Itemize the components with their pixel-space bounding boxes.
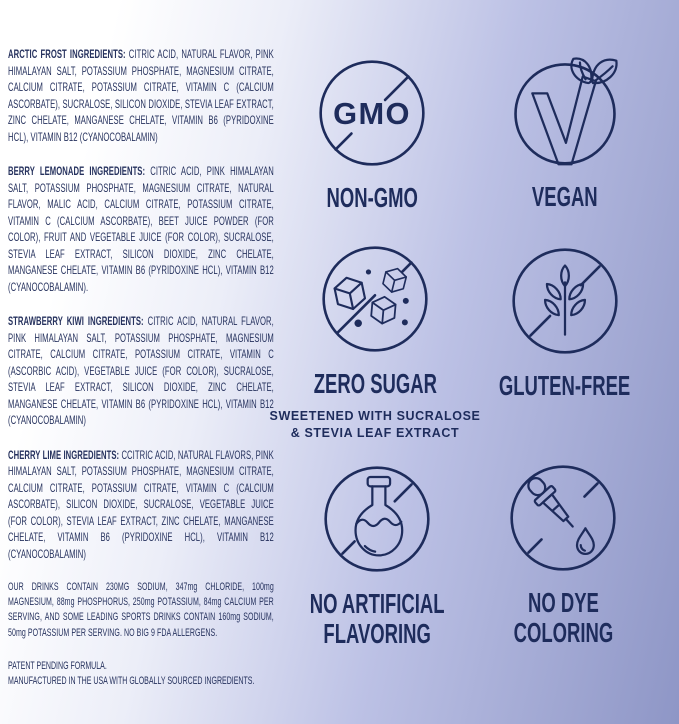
wheat-crossed-icon xyxy=(509,245,621,357)
patent-note: PATENT PENDING FORMULA. xyxy=(8,659,107,672)
mineral-content-text: OUR DRINKS CONTAIN 230MG SODIUM, 347mg CHLORIDE, 100mg MAGNESIUM, 88mg PHOSPHORUS, 250mg POTASSIUM, 84mg CALCIUM PER SERVING, AND SOME LEADING SPORTS DRINKS CONTAIN 160mg SODIUM, 50mg POTASSIUM PER SERVING. NO BIG 9 FDA ALLERGENS. xyxy=(8,581,274,639)
footer-notes xyxy=(8,659,274,689)
flavor-name-berry-lemonade: BERRY LEMONADE INGREDIENTS: xyxy=(8,164,146,178)
badge-label-line: NO DYE xyxy=(527,587,599,618)
badge-label-line: COLORING xyxy=(513,617,613,648)
badge-no-artificial-flavoring xyxy=(282,463,472,649)
zero-sugar-subcaption xyxy=(270,408,481,442)
flavor-name-strawberry-kiwi: STRAWBERRY KIWI INGREDIENTS: xyxy=(8,314,144,328)
ingredients-list-cherry-lime: CCITRIC ACID, NATURAL FLAVORS, PINK HIMALAYAN SALT, POTASSIUM PHOSPHATE, MAGNESIUM CITRATE, CALCIUM CITRATE, POTASSIUM CITRATE, VITAMIN C (CALCIUM ASCORBATE), SILICON DIOXIDE, SUCRALOSE, VEGETABLE JUICE (FOR COLOR), STEVIA LEAF EXTRACT, ZINC CHELATE, MANGANESE CHELATE, VITAMIN B6 (PYRIDOXINE HCL), VITAMIN B12 (CYANOCOBALAMIN) xyxy=(8,447,274,561)
badge-label-line: NON-GMO xyxy=(326,182,418,213)
manufacture-note: MANUFACTURED IN THE USA WITH GLOBALLY SOURCED INGREDIENTS. xyxy=(8,675,255,688)
flask-crossed-icon xyxy=(321,463,433,575)
ingredients-list-berry-lemonade: CITRIC ACID, PINK HIMALAYAN SALT, POTASSIUM PHOSPHATE, MAGNESIUM CITRATE, NATURAL FLAVOR, MALIC ACID, CALCIUM CITRATE, POTASSIUM CITRATE, VITAMIN C (CALCIUM ASCORBATE), BEET JUICE POWDER (FOR COLOR), FRUIT AND VEGETABLE JUICE (FOR COLOR), SUCRALOSE, STEVIA LEAF EXTRACT, SILICON DIOXIDE, ZINC CHELATE, MANGANESE CHELATE, VITAMIN B6 (PYRIDOXINE HCL), VITAMIN B12 (CYANOCOBALAMIN). xyxy=(8,164,274,294)
badge-no-dye-coloring xyxy=(468,462,658,648)
badge-zero-sugar xyxy=(269,243,481,442)
badge-label-line: ZERO SUGAR xyxy=(313,368,437,399)
ingredients-column xyxy=(8,46,274,689)
flavor-name-cherry-lime: CHERRY LIME INGREDIENTS: xyxy=(8,447,120,462)
badge-label-zero-sugar xyxy=(313,369,436,399)
badge-label-line: GLUTEN-FREE xyxy=(499,370,631,401)
ingredients-list-arctic-frost: CITRIC ACID, NATURAL FLAVOR, PINK HIMALAYAN SALT, POTASSIUM PHOSPHATE, MAGNESIUM CITRATE, CALCIUM CITRATE, POTASSIUM CITRATE, VITAMIN C (CALCIUM ASCORBATE), SUCRALOSE, SILICON DIOXIDE, STEVIA LEAF EXTRACT, ZINC CHELATE, MANGANESE CHELATE, VITAMIN B6 (PYRIDOXINE HCL), VITAMIN B12 (CYANOCOBALAMIN) xyxy=(8,47,274,144)
badge-label-line: FLAVORING xyxy=(323,618,431,649)
mineral-content-note xyxy=(8,580,274,641)
badge-label-no-dye-coloring xyxy=(513,588,613,648)
sugar-cubes-crossed-icon xyxy=(319,243,431,355)
badge-label-gluten-free xyxy=(499,371,630,401)
vegan-v-leaf-icon xyxy=(509,56,621,168)
flavor-name-arctic-frost: ARCTIC FROST INGREDIENTS: xyxy=(8,47,126,61)
ingredients-arctic-frost xyxy=(8,46,274,145)
badge-non-gmo xyxy=(277,57,467,213)
badge-label-line: NO ARTIFICIAL xyxy=(309,588,445,619)
badge-vegan xyxy=(470,56,660,212)
gmo-icon-text: GMO xyxy=(333,96,411,132)
badge-label-no-artificial-flavoring xyxy=(310,589,445,649)
ingredients-list-strawberry-kiwi: CITRIC ACID, NATURAL FLAVOR, PINK HIMALAYAN SALT, POTASSIUM PHOSPHATE, MAGNESIUM CITRATE, CALCIUM CITRATE, POTASSIUM CITRATE, VITAMIN C (ASCORBIC ACID), VEGETABLE JUICE (FOR COLOR), SUCRALOSE, STEVIA LEAF EXTRACT, SILICON DIOXIDE, ZINC CHELATE, MANGANESE CHELATE, VITAMIN B6 (PYRIDOXINE HCL), VITAMIN B12 (CYANOCOBALAMIN) xyxy=(8,314,274,427)
gmo-crossed-icon xyxy=(316,57,428,169)
subcaption-line: SWEETENED WITH SUCRALOSE xyxy=(269,409,481,423)
badge-gluten-free xyxy=(470,245,660,401)
badge-label-vegan xyxy=(532,182,598,212)
badge-label-non-gmo xyxy=(326,183,417,213)
ingredients-cherry-lime xyxy=(8,447,274,563)
dropper-crossed-icon xyxy=(507,462,619,574)
ingredients-berry-lemonade xyxy=(8,163,274,295)
subcaption-line: & STEVIA LEAF EXTRACT xyxy=(290,426,460,440)
ingredients-strawberry-kiwi xyxy=(8,313,274,429)
badge-label-line: VEGAN xyxy=(532,181,598,212)
